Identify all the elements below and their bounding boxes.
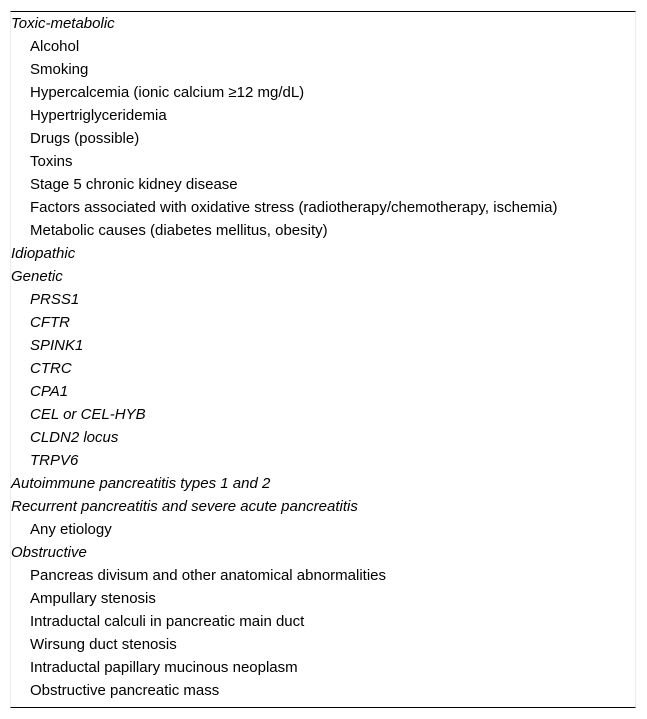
table-row: Stage 5 chronic kidney disease — [30, 176, 238, 193]
table-row: Wirsung duct stenosis — [30, 636, 177, 653]
category-toxic-metabolic: Toxic-metabolic — [11, 15, 115, 32]
table-row: Pancreas divisum and other anatomical abnormalities — [30, 567, 387, 584]
category-idiopathic: Idiopathic — [11, 245, 76, 262]
table-row: Metabolic causes (diabetes mellitus, obesity) — [30, 222, 328, 239]
table-row: Hypercalcemia (ionic calcium ≥12 mg/dL) — [30, 84, 305, 101]
table-row: Smoking — [30, 61, 89, 78]
gene-row: CFTR — [30, 314, 70, 331]
table-row: Hypertriglyceridemia — [30, 107, 167, 124]
category-autoimmune: Autoimmune pancreatitis types 1 and 2 — [11, 475, 271, 492]
gene-row: SPINK1 — [30, 337, 84, 354]
gene-row: TRPV6 — [30, 452, 79, 469]
table-row: Ampullary stenosis — [30, 590, 156, 607]
table-row: Drugs (possible) — [30, 130, 140, 147]
table-row: Factors associated with oxidative stress (radiotherapy/chemotherapy, ischemia) — [30, 199, 558, 216]
category-genetic: Genetic — [11, 268, 63, 285]
gene-row: CTRC — [30, 360, 72, 377]
table-row: Obstructive pancreatic mass — [30, 682, 220, 699]
table-row: Toxins — [30, 153, 73, 170]
gene-row: CLDN2 locus — [30, 429, 119, 446]
table-rows — [11, 12, 557, 702]
category-recurrent-severe: Recurrent pancreatitis and severe acute pancreatitis — [11, 498, 358, 515]
table-row: Alcohol — [30, 38, 80, 55]
table-row: Intraductal calculi in pancreatic main duct — [30, 613, 305, 630]
gene-row: CEL or CEL-HYB — [30, 406, 146, 423]
gene-row: PRSS1 — [30, 291, 80, 308]
gene-row: CPA1 — [30, 383, 69, 400]
table-row: Intraductal papillary mucinous neoplasm — [30, 659, 298, 676]
table-row: Any etiology — [30, 521, 112, 538]
category-obstructive: Obstructive — [11, 544, 87, 561]
